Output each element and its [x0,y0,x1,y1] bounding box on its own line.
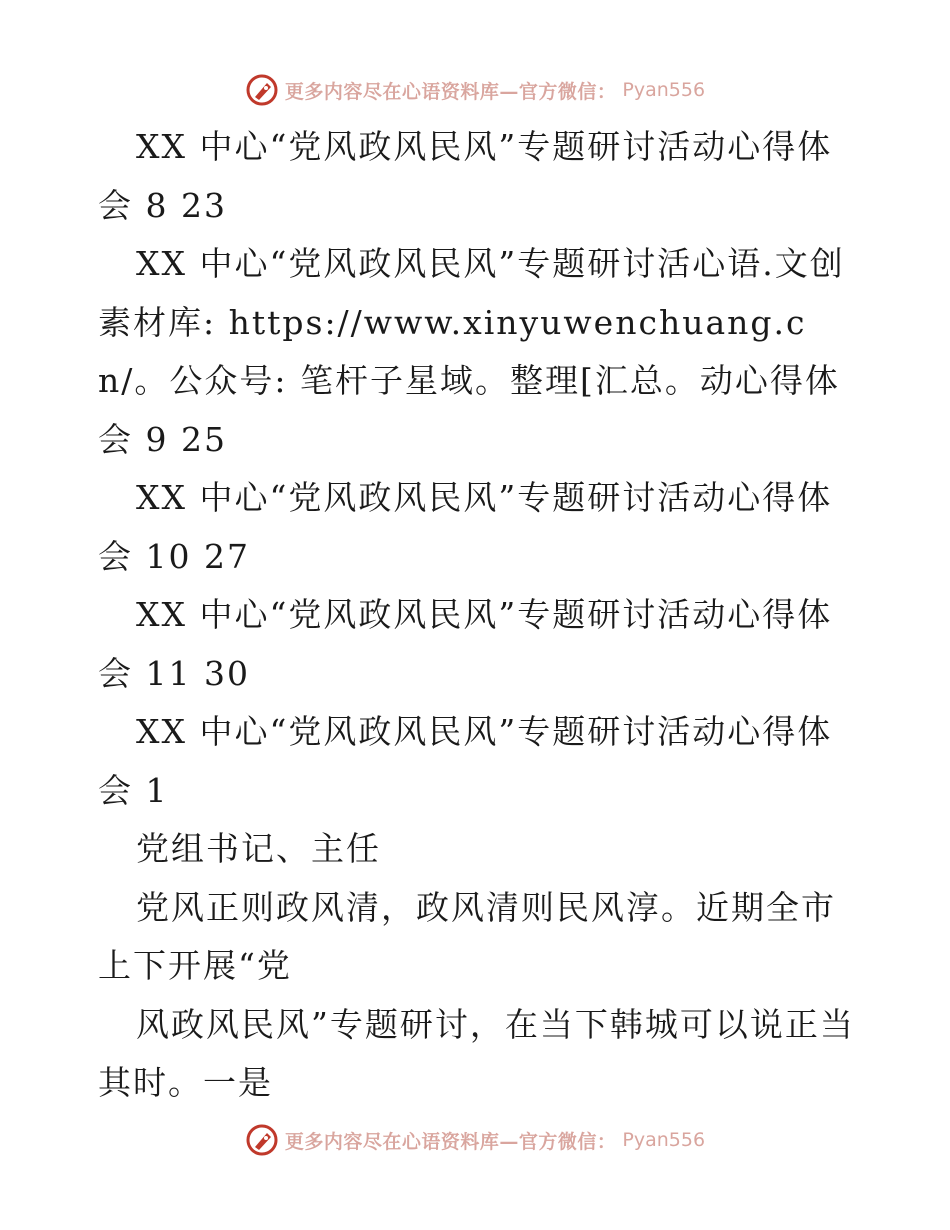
footer-banner-inner [245,1123,705,1157]
paragraph: 风政风民风”专题研讨，在当下韩城可以说正当其时。一是 [98,1004,855,1102]
pen-nib-logo-icon [245,73,279,107]
header-banner-inner [245,73,705,107]
paragraph: 党风正则政风清，政风清则民风淳。近期全市上下开展“党 [98,887,836,985]
header-banner [0,70,950,110]
footer-banner [0,1120,950,1160]
paragraph: XX 中心“党风政风民风”专题研讨活动心得体会 1 [98,712,833,810]
paragraph: XX 中心“党风政风民风”专题研讨活动心得体会 10 27 [98,478,833,576]
document-body [98,118,858,1113]
paragraph: XX 中心“党风政风民风”专题研讨活心语.文创素材库: https://www.xinyuwenchuang.cn/。公众号: 笔杆子星域。整理[汇总。动心得体会 9 25 [98,244,845,459]
paragraph: XX 中心“党风政风民风”专题研讨活动心得体会 8 23 [98,127,833,225]
footer-banner-contact: Pyan556 [622,1129,706,1151]
paragraph: 党组书记、主任 [136,829,381,868]
header-banner-contact: Pyan556 [622,79,706,101]
paragraph: XX 中心“党风政风民风”专题研讨活动心得体会 11 30 [98,595,833,693]
header-banner-text: 更多内容尽在心语资料库—官方微信： [284,80,617,103]
footer-banner-text: 更多内容尽在心语资料库—官方微信： [284,1130,617,1153]
pen-nib-logo-icon [245,1123,279,1157]
